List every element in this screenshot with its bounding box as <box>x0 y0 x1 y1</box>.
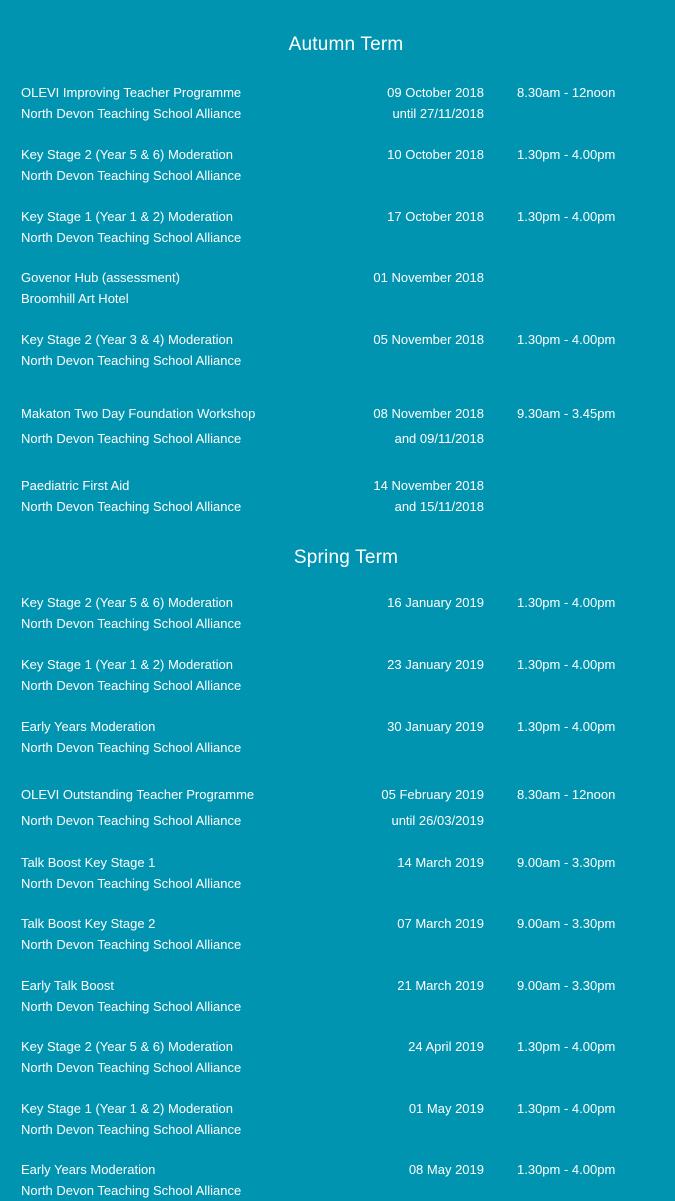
event-title: Early Years Moderation <box>21 1162 156 1177</box>
event-organiser: North Devon Teaching School Alliance <box>21 431 242 446</box>
event-organiser: Broomhill Art Hotel <box>21 291 129 306</box>
event-end-date: until 27/11/2018 <box>392 106 484 121</box>
event-time: 1.30pm - 4.00pm <box>517 719 616 734</box>
event-time: 1.30pm - 4.00pm <box>517 1039 616 1054</box>
event-title: Talk Boost Key Stage 1 <box>21 855 156 870</box>
event-date: 30 January 2019 <box>387 719 484 734</box>
event-time: 1.30pm - 4.00pm <box>517 1101 616 1116</box>
term-heading-autumn: Autumn Term <box>288 34 404 55</box>
event-organiser: North Devon Teaching School Alliance <box>21 616 242 631</box>
event-title: Key Stage 1 (Year 1 & 2) Moderation <box>21 209 233 224</box>
event-organiser: North Devon Teaching School Alliance <box>21 937 242 952</box>
event-title: Key Stage 2 (Year 5 & 6) Moderation <box>21 595 233 610</box>
event-date: 24 April 2019 <box>408 1039 484 1054</box>
event-organiser: North Devon Teaching School Alliance <box>21 168 242 183</box>
event-organiser: North Devon Teaching School Alliance <box>21 499 242 514</box>
event-organiser: North Devon Teaching School Alliance <box>21 1183 242 1198</box>
event-time: 9.00am - 3.30pm <box>517 855 616 870</box>
event-date: 10 October 2018 <box>387 147 484 162</box>
event-organiser: North Devon Teaching School Alliance <box>21 876 242 891</box>
term-heading-spring: Spring Term <box>293 547 399 568</box>
event-time: 8.30am - 12noon <box>517 787 616 802</box>
event-time: 1.30pm - 4.00pm <box>517 1162 616 1177</box>
event-organiser: North Devon Teaching School Alliance <box>21 740 242 755</box>
event-organiser: North Devon Teaching School Alliance <box>21 353 242 368</box>
event-title: Early Years Moderation <box>21 719 156 734</box>
event-date: 14 November 2018 <box>373 478 484 493</box>
event-date: 05 February 2019 <box>381 787 484 802</box>
event-end-date: until 26/03/2019 <box>391 813 484 828</box>
event-title: Key Stage 1 (Year 1 & 2) Moderation <box>21 1101 233 1116</box>
event-time: 9.00am - 3.30pm <box>517 978 616 993</box>
event-end-date: and 15/11/2018 <box>394 499 484 514</box>
event-organiser: North Devon Teaching School Alliance <box>21 813 242 828</box>
event-date: 23 January 2019 <box>387 657 484 672</box>
event-date: 01 November 2018 <box>373 270 484 285</box>
event-end-date: and 09/11/2018 <box>394 431 484 446</box>
event-organiser: North Devon Teaching School Alliance <box>21 1122 242 1137</box>
event-organiser: North Devon Teaching School Alliance <box>21 999 242 1014</box>
event-time: 1.30pm - 4.00pm <box>517 595 616 610</box>
event-date: 21 March 2019 <box>397 978 484 993</box>
event-organiser: North Devon Teaching School Alliance <box>21 678 242 693</box>
event-title: Govenor Hub (assessment) <box>21 270 180 285</box>
event-time: 1.30pm - 4.00pm <box>517 657 616 672</box>
event-date: 16 January 2019 <box>387 595 484 610</box>
event-time: 1.30pm - 4.00pm <box>517 332 616 347</box>
event-title: Paediatric First Aid <box>21 478 130 493</box>
event-time: 9.00am - 3.30pm <box>517 916 616 931</box>
event-date: 01 May 2019 <box>408 1101 484 1116</box>
event-title: Key Stage 2 (Year 3 & 4) Moderation <box>21 332 233 347</box>
event-date: 05 November 2018 <box>373 332 484 347</box>
event-time: 8.30am - 12noon <box>517 85 616 100</box>
event-date: 09 October 2018 <box>387 85 484 100</box>
event-title: OLEVI Outstanding Teacher Programme <box>21 787 255 802</box>
event-date: 08 May 2019 <box>408 1162 484 1177</box>
event-time: 9.30am - 3.45pm <box>517 406 616 421</box>
event-date: 07 March 2019 <box>397 916 484 931</box>
event-title: OLEVI Improving Teacher Programme <box>21 85 242 100</box>
event-organiser: North Devon Teaching School Alliance <box>21 1060 242 1075</box>
event-time: 1.30pm - 4.00pm <box>517 209 616 224</box>
event-organiser: North Devon Teaching School Alliance <box>21 230 242 245</box>
event-title: Early Talk Boost <box>21 978 114 993</box>
event-title: Key Stage 2 (Year 5 & 6) Moderation <box>21 147 233 162</box>
event-title: Makaton Two Day Foundation Workshop <box>21 406 256 421</box>
event-title: Key Stage 2 (Year 5 & 6) Moderation <box>21 1039 233 1054</box>
event-title: Key Stage 1 (Year 1 & 2) Moderation <box>21 657 233 672</box>
event-date: 08 November 2018 <box>373 406 484 421</box>
event-time: 1.30pm - 4.00pm <box>517 147 616 162</box>
event-title: Talk Boost Key Stage 2 <box>21 916 156 931</box>
event-organiser: North Devon Teaching School Alliance <box>21 106 242 121</box>
event-date: 14 March 2019 <box>397 855 484 870</box>
event-date: 17 October 2018 <box>387 209 484 224</box>
